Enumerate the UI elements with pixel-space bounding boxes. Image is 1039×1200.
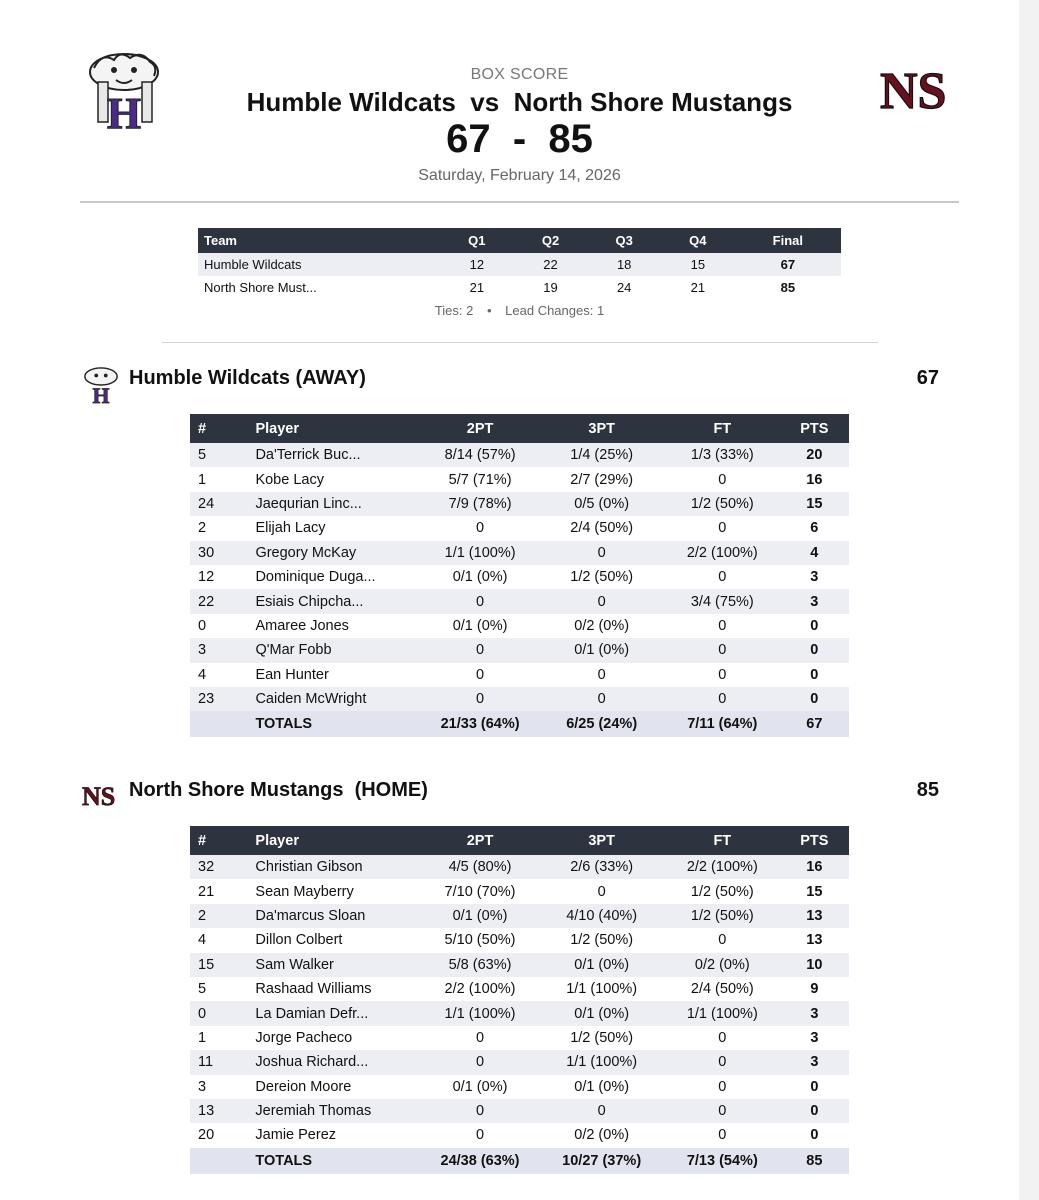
player-cell: 0 (422, 1050, 539, 1074)
game-stats-line (0, 303, 1039, 318)
section-divider (162, 342, 878, 343)
table-row (190, 977, 849, 1001)
table-row (190, 1075, 849, 1099)
totals-cell: 21/33 (64%) (422, 711, 539, 737)
player-cell: 0 (665, 1099, 780, 1123)
player-cell: 24 (190, 492, 245, 516)
player-cell: 11 (190, 1050, 245, 1074)
player-cell: 4 (198, 666, 207, 683)
player-cell: 16 (806, 471, 823, 488)
quarter-cell: 21 (469, 280, 485, 295)
away-player-rows (190, 443, 849, 737)
player-cell: 0/1 (0%) (422, 904, 539, 928)
column-header: PTS (780, 414, 849, 443)
player-cell: 7/10 (70%) (444, 883, 516, 900)
player-cell: 0 (422, 589, 539, 613)
player-cell: Ean Hunter (255, 666, 329, 683)
quarter-row (198, 276, 841, 299)
player-cell: 0 (810, 1078, 819, 1095)
totals-cell: 7/11 (64%) (665, 711, 780, 737)
quarter-header: Q1 (440, 228, 514, 253)
table-row (190, 589, 849, 613)
player-cell: Dereion Moore (255, 1078, 352, 1095)
quarter-header-row (198, 228, 841, 253)
player-cell: 4/10 (40%) (538, 904, 665, 928)
player-cell: 0 (476, 666, 485, 683)
quarter-scores-table (198, 228, 841, 299)
home-player-rows (190, 855, 849, 1174)
player-cell: Sean Mayberry (255, 883, 354, 900)
column-header: # (190, 826, 245, 855)
player-cell: Jaequrian Linc... (245, 492, 421, 516)
player-cell: 32 (190, 855, 245, 879)
quarter-row (198, 253, 841, 276)
totals-cell (190, 711, 245, 737)
player-cell: 8/14 (57%) (422, 443, 539, 467)
table-row (190, 855, 849, 879)
totals-cell: 10/27 (37%) (538, 1148, 665, 1174)
player-cell: 0 (718, 1078, 727, 1095)
player-cell: 21 (198, 883, 215, 900)
table-row (190, 638, 849, 662)
player-cell: 0 (718, 569, 727, 586)
player-cell: 13 (806, 932, 823, 949)
player-cell: 1/2 (50%) (690, 883, 754, 900)
player-cell: 5/7 (71%) (448, 471, 512, 488)
player-cell: Jorge Pacheco (255, 1029, 353, 1046)
player-cell: 0/1 (0%) (452, 569, 508, 586)
player-cell: 13 (780, 904, 849, 928)
totals-cell: 85 (780, 1148, 849, 1174)
mustangs-small-letters: NS (82, 782, 116, 811)
player-cell: 1/1 (100%) (566, 981, 638, 998)
separator-dot: • (486, 303, 492, 318)
player-cell: 2/2 (100%) (665, 541, 780, 565)
player-cell: 0 (718, 617, 727, 634)
player-cell: Jamie Perez (255, 1127, 337, 1144)
quarter-cell: 85 (780, 280, 796, 295)
player-cell: 4 (780, 541, 849, 565)
table-row (190, 928, 849, 952)
player-cell: Christian Gibson (245, 855, 421, 879)
player-cell: 30 (190, 541, 245, 565)
away-header-row (190, 414, 849, 443)
column-header: 2PT (422, 414, 539, 443)
totals-row (190, 711, 849, 737)
table-row (190, 1050, 849, 1074)
table-row (190, 492, 849, 516)
player-cell: 22 (190, 589, 245, 613)
player-cell: 0 (538, 687, 664, 711)
player-cell: 0 (665, 1050, 780, 1074)
player-cell: 3 (780, 1001, 849, 1025)
player-cell: 0 (422, 638, 539, 662)
totals-cell: 6/25 (24%) (538, 711, 664, 737)
player-cell: 16 (780, 855, 849, 879)
ties-count: Ties: 2 (434, 303, 474, 318)
home-team-title: North Shore Mustangs (HOME) (129, 779, 428, 801)
home-player-table (190, 826, 849, 1174)
quarter-header: Q3 (587, 228, 661, 253)
player-cell: 0 (190, 1001, 245, 1025)
column-header: Player (245, 826, 421, 855)
quarter-cell: North Shore Must... (204, 280, 317, 295)
table-row (190, 443, 849, 467)
player-cell: 0 (475, 1127, 485, 1144)
player-cell: 3 (190, 638, 245, 662)
quarter-header: Team (198, 228, 440, 253)
player-cell: 6 (810, 520, 819, 537)
player-cell: 5 (190, 443, 245, 467)
player-cell: 0 (422, 1099, 539, 1123)
totals-cell: 7/13 (54%) (665, 1148, 780, 1174)
player-cell: 0 (475, 1029, 485, 1046)
player-cell: 5/10 (50%) (444, 932, 516, 949)
player-cell: 0 (476, 520, 485, 537)
quarter-cell: 12 (440, 253, 514, 276)
table-row (190, 663, 849, 687)
player-cell: 0/1 (0%) (538, 1001, 665, 1025)
player-cell: 1/2 (50%) (570, 1029, 634, 1046)
home-team-score: 85 (916, 779, 939, 801)
player-cell: 0 (718, 1029, 727, 1046)
player-cell: 5 (198, 981, 207, 998)
table-row (190, 565, 849, 589)
player-cell: 7/9 (78%) (422, 492, 539, 516)
column-header: 2PT (422, 826, 539, 855)
player-cell: Esiais Chipcha... (245, 589, 421, 613)
table-row (190, 953, 849, 977)
player-cell: 9 (810, 981, 819, 998)
player-cell: 0 (538, 589, 664, 613)
player-cell: 0/1 (0%) (538, 953, 665, 977)
player-cell: 1/2 (50%) (665, 492, 780, 516)
wildcats-small-letter: H (92, 384, 110, 406)
player-cell: Elijah Lacy (255, 520, 326, 537)
player-cell: 5/8 (63%) (422, 953, 539, 977)
player-cell: 1 (198, 471, 207, 488)
player-cell: 0 (810, 617, 819, 634)
player-cell: 20 (780, 443, 849, 467)
box-score-label: BOX SCORE (470, 66, 569, 83)
quarter-cell: Humble Wildcats (198, 253, 440, 276)
player-cell: 0/1 (0%) (574, 1078, 630, 1095)
quarter-header: Q2 (514, 228, 588, 253)
player-cell: 0/1 (0%) (538, 638, 664, 662)
totals-row (190, 1148, 849, 1174)
player-cell: Da'Terrick Buc... (245, 443, 421, 467)
player-cell: Dominique Duga... (255, 569, 376, 586)
player-cell: Amaree Jones (255, 617, 349, 634)
player-cell: 2/2 (100%) (665, 855, 780, 879)
player-cell: 3 (780, 1050, 849, 1074)
player-cell: 0/5 (0%) (538, 492, 664, 516)
player-cell: 0 (780, 687, 849, 711)
totals-cell: TOTALS (245, 711, 421, 737)
game-date: Saturday, February 14, 2026 (418, 167, 621, 184)
table-row (190, 1123, 849, 1147)
quarter-header: Q4 (661, 228, 735, 253)
player-cell: 3/4 (75%) (665, 589, 780, 613)
player-cell: 0 (198, 617, 207, 634)
mustangs-logo-letters: NS (880, 63, 947, 120)
player-cell: Da'marcus Sloan (245, 904, 421, 928)
table-row (190, 879, 849, 903)
player-cell: 13 (190, 1099, 245, 1123)
player-cell: 0/2 (0%) (665, 953, 780, 977)
column-header: FT (665, 414, 780, 443)
player-cell: 0 (422, 687, 539, 711)
quarter-cell: 22 (514, 253, 588, 276)
player-cell: 15 (806, 883, 823, 900)
player-cell: 3 (780, 589, 849, 613)
player-cell: Jeremiah Thomas (245, 1099, 421, 1123)
away-team-title: Humble Wildcats (AWAY) (129, 367, 366, 389)
away-team-score: 67 (916, 367, 939, 389)
player-cell: 3 (198, 1078, 207, 1095)
player-cell: 0 (718, 932, 727, 949)
player-cell: 2 (190, 904, 245, 928)
quarter-cell: 67 (735, 253, 841, 276)
quarter-cell: 19 (543, 280, 558, 295)
quarter-cell: 18 (587, 253, 661, 276)
player-cell: Q'Mar Fobb (245, 638, 421, 662)
player-cell: 1/1 (100%) (538, 1050, 665, 1074)
player-cell: 0 (538, 1099, 665, 1123)
player-cell: 0 (718, 471, 727, 488)
totals-cell (190, 1148, 245, 1174)
player-cell: 0 (665, 687, 780, 711)
player-cell: 2 (198, 520, 207, 537)
column-header: 3PT (538, 414, 664, 443)
player-cell: 2/7 (29%) (570, 471, 634, 488)
totals-cell: 24/38 (63%) (422, 1148, 539, 1174)
player-cell: La Damian Defr... (245, 1001, 421, 1025)
table-row (190, 1001, 849, 1025)
totals-cell: 67 (780, 711, 849, 737)
player-cell: 0 (718, 666, 727, 683)
player-cell: 10 (780, 953, 849, 977)
column-header: FT (665, 826, 780, 855)
player-cell: Sam Walker (245, 953, 421, 977)
player-cell: 4/5 (80%) (422, 855, 539, 879)
player-cell: 0 (780, 1099, 849, 1123)
player-cell: 1/2 (50%) (665, 904, 780, 928)
player-cell: 3 (810, 1029, 819, 1046)
mustangs-logo-small (80, 776, 122, 814)
player-cell: 20 (198, 1127, 215, 1144)
player-cell: 0 (718, 520, 727, 537)
quarter-cell: 15 (661, 253, 735, 276)
lead-changes-count: Lead Changes: 1 (505, 303, 605, 318)
player-cell: Rashaad Williams (255, 981, 372, 998)
away-player-table (190, 414, 849, 737)
table-row (190, 687, 849, 711)
player-cell: Kobe Lacy (255, 471, 324, 488)
player-cell: 0 (810, 1127, 819, 1144)
player-cell: 1/2 (50%) (570, 932, 634, 949)
player-cell: 1/2 (50%) (570, 569, 634, 586)
player-cell: 1/3 (33%) (665, 443, 780, 467)
player-cell: 1/4 (25%) (538, 443, 664, 467)
home-header-row (190, 826, 849, 855)
player-cell: 0 (538, 541, 664, 565)
player-cell: 23 (190, 687, 245, 711)
player-cell: 15 (190, 953, 245, 977)
player-cell: 0 (597, 883, 606, 900)
column-header: PTS (780, 826, 849, 855)
header-divider (80, 201, 959, 203)
player-cell: 1/1 (100%) (665, 1001, 780, 1025)
player-cell: 1 (198, 1029, 207, 1046)
table-row (190, 516, 849, 540)
matchup-title: Humble Wildcats vs North Shore Mustangs (246, 87, 793, 117)
player-cell: 2/4 (50%) (690, 981, 754, 998)
player-cell: 2/2 (100%) (444, 981, 516, 998)
player-cell: 0 (665, 638, 780, 662)
final-score: 67 - 85 (446, 117, 593, 161)
player-cell: 0 (718, 1127, 727, 1144)
player-cell: Gregory McKay (245, 541, 421, 565)
player-cell: 1/1 (100%) (422, 1001, 539, 1025)
player-cell: 0/2 (0%) (574, 617, 630, 634)
table-row (190, 1099, 849, 1123)
player-cell: 1/1 (100%) (422, 541, 539, 565)
quarter-cell: 24 (616, 280, 632, 295)
player-cell: 0/1 (0%) (452, 617, 508, 634)
player-cell: 12 (198, 569, 215, 586)
player-cell: 2/6 (33%) (538, 855, 665, 879)
table-row (190, 614, 849, 638)
table-row (190, 904, 849, 928)
column-header: 3PT (538, 826, 665, 855)
player-cell: 0/2 (0%) (574, 1127, 630, 1144)
player-cell: Caiden McWright (245, 687, 421, 711)
player-cell: 4 (198, 932, 207, 949)
column-header: # (190, 414, 245, 443)
player-cell: 15 (780, 492, 849, 516)
wildcats-logo-letter: H (106, 89, 142, 132)
player-cell: Joshua Richard... (245, 1050, 421, 1074)
player-cell: 0 (780, 638, 849, 662)
player-cell: 2/4 (50%) (570, 520, 634, 537)
player-cell: 0 (810, 666, 819, 683)
column-header: Player (245, 414, 421, 443)
wildcats-logo-small (82, 364, 120, 406)
player-cell: 3 (810, 569, 819, 586)
quarter-header: Final (735, 228, 841, 253)
table-row (190, 467, 849, 491)
table-row (190, 541, 849, 565)
player-cell: 0/1 (0%) (452, 1078, 508, 1095)
player-cell: 0 (597, 666, 606, 683)
quarter-cell: 21 (690, 280, 706, 295)
table-row (190, 1026, 849, 1050)
totals-cell: TOTALS (245, 1148, 421, 1174)
player-cell: Dillon Colbert (255, 932, 343, 949)
